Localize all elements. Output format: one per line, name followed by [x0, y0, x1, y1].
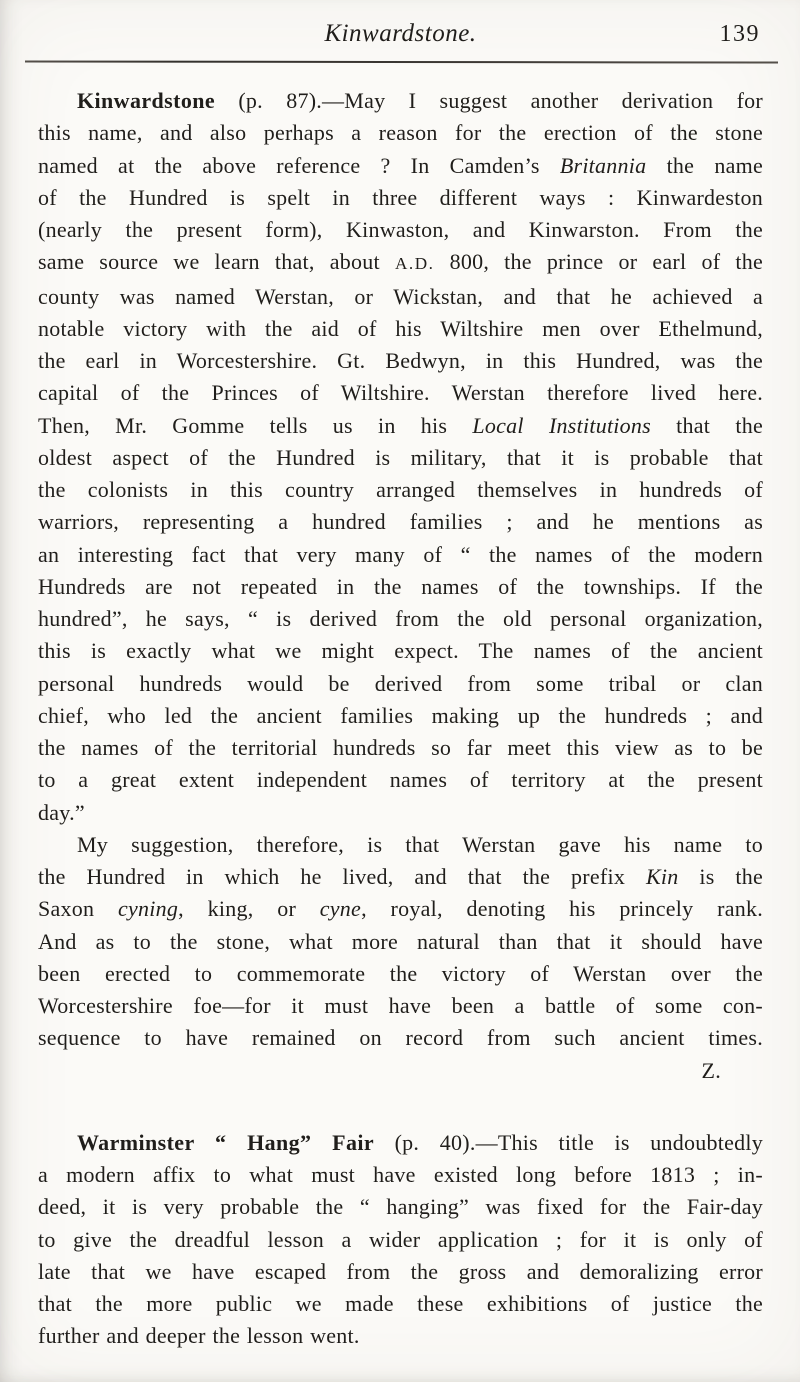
article-warminster-hang-fair-note — [38, 1127, 763, 1353]
text-line: capital of the Princes of Wiltshire. Werstan therefore lived here. — [38, 380, 763, 406]
text-line: the Hundred in which he lived, and that the prefix Kin is the — [38, 864, 763, 889]
page-number: 139 — [719, 21, 760, 47]
text-line: the names of the territorial hundreds so far meet this view as to be — [38, 735, 763, 760]
text-line: Kinwardstone (p. 87).—May I suggest another derivation for — [77, 88, 763, 113]
text-line: chief, who led the ancient families making up the hundreds ; and — [38, 702, 763, 728]
text-line: of the Hundred is spelt in three different ways : Kinwardeston — [38, 184, 763, 210]
signature: Z. — [701, 1057, 721, 1083]
page-content — [38, 85, 763, 1353]
text-line: warriors, representing a hundred families ; and he mentions as — [38, 509, 763, 535]
article-kinwardstone-note — [38, 85, 763, 1087]
text-line: notable victory with the aid of his Wiltshire men over Ethelmund, — [38, 315, 763, 341]
text-line: to a great extent independent names of territory at the present — [38, 767, 763, 793]
text-line: (nearly the present form), Kinwaston, and Kinwarston. From the — [38, 217, 763, 242]
text-line: sequence to have remained on record from such ancient times. — [38, 1025, 763, 1051]
text-line: been erected to commemorate the victory of Werstan over the — [38, 960, 763, 986]
text-line: Saxon cyning, king, or cyne, royal, denoting his princely rank. — [38, 896, 763, 922]
text-line: further and deeper the lesson went. — [38, 1323, 360, 1349]
page-header — [38, 20, 763, 54]
text-line: that the more public we made these exhibitions of justice the — [38, 1291, 763, 1316]
text-line: personal hundreds would be derived from some tribal or clan — [38, 670, 763, 696]
text-line: this name, and also perhaps a reason for the erection of the stone — [38, 120, 763, 146]
text-line: Hundreds are not repeated in the names of the townships. If the — [38, 573, 763, 599]
text-line: And as to the stone, what more natural than that it should have — [38, 928, 763, 954]
text-line: this is exactly what we might expect. The names of the ancient — [38, 638, 763, 664]
text-line: the colonists in this country arranged themselves in hundreds of — [38, 477, 763, 502]
text-line: Then, Mr. Gomme tells us in his Local Institutions that the — [38, 412, 763, 438]
text-line: oldest aspect of the Hundred is military, that it is probable that — [38, 444, 763, 470]
text-line: deed, it is very probable the “ hanging” was fixed for the Fair-day — [38, 1194, 763, 1220]
text-line: day.” — [38, 799, 85, 825]
running-title: Kinwardstone. — [324, 20, 477, 47]
text-line: the earl in Worcestershire. Gt. Bedwyn, in this Hundred, was the — [38, 348, 763, 373]
header-rule — [25, 60, 778, 63]
text-line: Warminster “ Hang” Fair (p. 40).—This title is undoubtedly — [77, 1129, 763, 1155]
text-line: My suggestion, therefore, is that Werstan gave his name to — [77, 831, 763, 857]
text-line: an interesting fact that very many of “ the names of the modern — [38, 541, 763, 567]
text-line: county was named Werstan, or Wickstan, and that he achieved a — [38, 283, 763, 309]
text-line: same source we learn that, about A.D. 800, the prince or earl of the — [38, 249, 763, 275]
text-line: hundred”, he says, “ is derived from the old personal organization, — [38, 606, 763, 631]
text-line: named at the above reference ? In Camden’s Britannia the name — [38, 152, 763, 178]
text-line: a modern affix to what must have existed long before 1813 ; in- — [38, 1162, 763, 1187]
text-line: to give the dreadful lesson a wider application ; for it is only of — [38, 1226, 763, 1252]
text-line: late that we have escaped from the gross and demoralizing error — [38, 1258, 763, 1284]
text-line: Worcestershire foe—for it must have been a battle of some con- — [38, 993, 763, 1018]
